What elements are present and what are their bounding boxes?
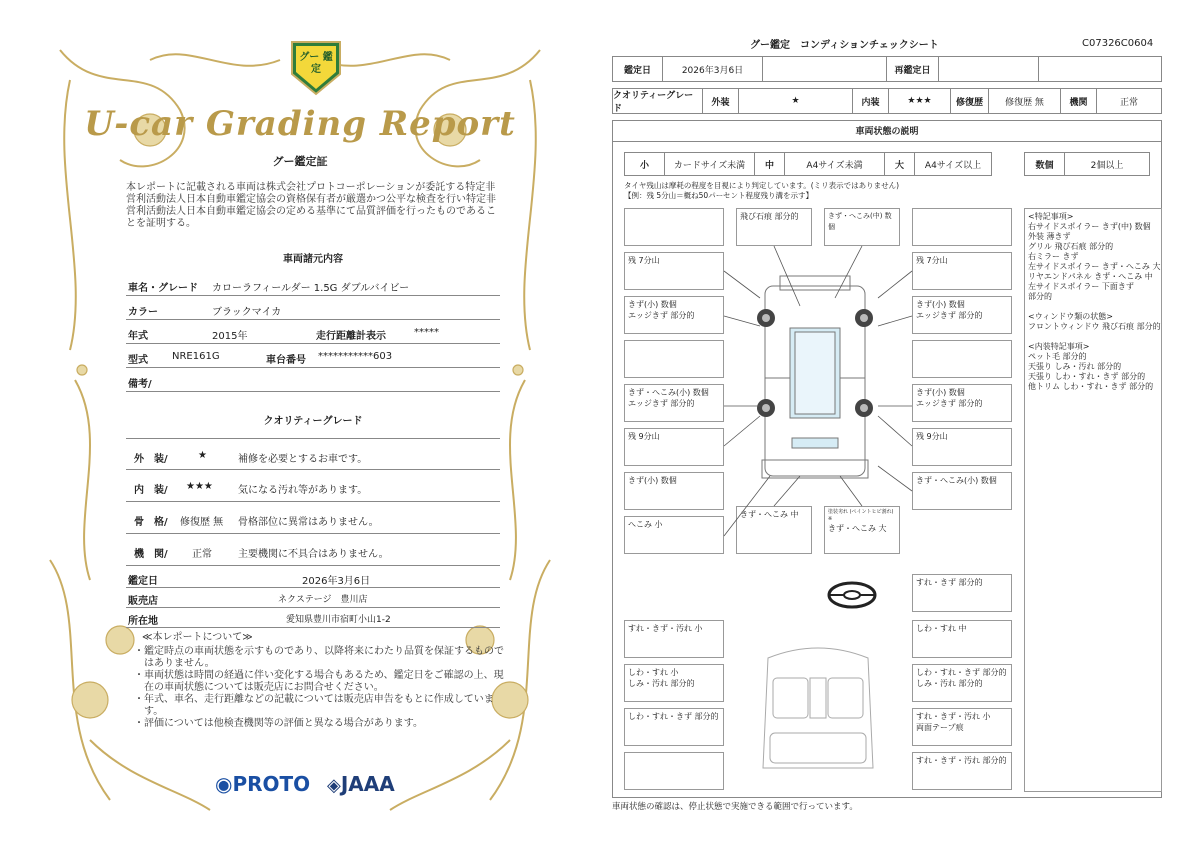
model-value: NRE161G [172, 351, 220, 362]
ext-note: きず・へこみ 中 [740, 510, 799, 519]
side-note: 左サイドスポイラー 下面きず [1028, 282, 1134, 291]
interior-label: 内装 [853, 89, 889, 113]
note-item: ・鑑定時点の車両状態を示すものであり、以降将来にわたり品質を保証するものではありません。 [134, 646, 504, 669]
date-row [126, 566, 500, 588]
ext-note: きず・へこみ(小) 数個 [916, 476, 997, 485]
shop-value: ネクステージ 豊川店 [278, 595, 368, 605]
spec-row-remarks [126, 368, 500, 392]
note-item: ・評価については他検査機関等の評価と異なる場合があります。 [134, 718, 423, 729]
side-note: 外装 薄きず [1028, 232, 1071, 241]
size-large-desc: A4サイズ以上 [924, 160, 982, 171]
jaaa-logo [327, 772, 395, 796]
special-notes-panel [1024, 208, 1162, 792]
shop-row [126, 588, 500, 608]
chassis-label: 車台番号 [266, 355, 306, 366]
int-note: すれ・きず・汚れ 小 [628, 624, 703, 633]
side-note: グリル 飛び石痕 部分的 [1028, 242, 1114, 251]
count-desc: 2個以上 [1090, 160, 1124, 171]
grade-desc: 骨格部位に異常はありません。 [238, 517, 379, 528]
grade-desc: 主要機関に不具合はありません。 [238, 549, 389, 560]
size-mid-desc: A4サイズ未満 [785, 153, 885, 175]
chassis-value: ***********603 [318, 351, 393, 362]
int-note: しみ・汚れ 部分的 [916, 679, 983, 688]
repair-label: 修復歴 [951, 89, 989, 113]
year-label: 年式 [128, 331, 148, 342]
color-label: カラー [128, 307, 158, 318]
int-note: 両面テープ痕 [916, 723, 964, 732]
int-note: すれ・きず 部分的 [916, 578, 983, 587]
grading-certificate [30, 20, 570, 830]
side-note: 天張り しわ・すれ・きず 部分的 [1028, 372, 1146, 381]
tire-note: 残 7分山 [628, 256, 660, 265]
grade-value: ★★★ [186, 481, 213, 492]
size-small: 小 [625, 153, 665, 175]
int-box [912, 620, 1012, 658]
proto-logo-icon: ◉ [215, 772, 233, 796]
grade-value: ★ [198, 450, 207, 461]
quality-label: クオリティーグレード [613, 89, 703, 113]
sheet-code: C07326C0604 [1082, 38, 1154, 49]
size-large: 大 [885, 153, 915, 175]
side-note: 天張り しみ・汚れ 部分的 [1028, 362, 1122, 371]
note-item: ・年式、車名、走行距離などの記載については販売店申告をもとに作成しています。 [134, 694, 494, 717]
spec-row-color [126, 296, 500, 320]
tire-note: 残 9分山 [916, 432, 948, 441]
spec-row-year [126, 320, 500, 344]
sheet-footer: 車両状態の確認は、停止状態で実施できる範囲で行っています。 [612, 802, 858, 812]
certificate-heading: グー鑑定証 [272, 155, 328, 168]
car-interior-diagram [748, 638, 888, 778]
side-note: フロントウィンドウ 飛び石痕 部分的 [1028, 322, 1161, 331]
spec-row-name [126, 272, 500, 296]
certificate-intro: 本レポートに記載される車両は株式会社プロトコーポレーションが委託する特定非営利活動法人日本自動車鑑定協会の資格保有者が厳選かつ公平な検査を行い特定非営利活動法人日本自動車鑑定協会の定める基準にて品質評価を行ったものであることを証明する。 [126, 182, 496, 229]
grade-value: 修復歴 無 [180, 517, 224, 528]
spec-title: 車両諸元内容 [283, 254, 343, 265]
interior-value: ★★★ [889, 89, 951, 113]
side-note: <ウィンドウ類の状態> [1028, 312, 1113, 321]
side-note: 左サイドスポイラー きず・へこみ 大 [1028, 262, 1161, 271]
int-box-empty [624, 752, 724, 790]
grade-label: 機 関/ [134, 549, 168, 560]
ext-note: エッジきず 部分的 [628, 311, 695, 320]
int-box [624, 664, 724, 702]
grade-label: 骨 格/ [134, 517, 168, 528]
exterior-label: 外装 [703, 89, 739, 113]
sheet-title: グー鑑定 コンディションチェックシート [750, 40, 939, 51]
color-value: ブラックマイカ [212, 307, 282, 318]
side-note: リヤエンドパネル きず・へこみ 中 [1028, 272, 1153, 281]
date-value: 2026年3月6日 [302, 576, 371, 587]
ext-note: エッジきず 部分的 [916, 399, 983, 408]
ext-note: エッジきず 部分的 [628, 399, 695, 408]
explanation-title: 車両状態の説明 [612, 120, 1162, 142]
paint-note: 塗装劣れ (ペイントヒビ割れ) ※ [828, 509, 894, 522]
date-label: 鑑定日 [613, 57, 663, 81]
grade-desc: 気になる汚れ等があります。 [238, 485, 368, 496]
side-note: ペット毛 部分的 [1028, 352, 1087, 361]
side-note: 右ミラー きず [1028, 252, 1079, 261]
int-box [912, 708, 1012, 746]
name-value: カローラフィールダー 1.5G ダブルバイビー [212, 283, 410, 294]
size-small-desc: カードサイズ未満 [665, 153, 755, 175]
grade-row-interior [126, 470, 500, 502]
grade-row-frame [126, 502, 500, 534]
ext-note: きず(小) 数個 [916, 388, 965, 397]
grade-value: 正常 [192, 549, 212, 560]
int-note: すれ・きず・汚れ 部分的 [916, 756, 1007, 765]
badge-text: グー 鑑定 [299, 52, 333, 75]
jaaa-logo-icon: ◈ [327, 775, 341, 796]
int-note: しみ・汚れ 部分的 [628, 679, 695, 688]
address-value: 愛知県豊川市宿町小山1-2 [286, 615, 391, 625]
model-label: 型式 [128, 355, 148, 366]
proto-logo [215, 772, 310, 796]
shop-label: 販売店 [128, 596, 158, 607]
int-box [912, 574, 1012, 612]
ext-note: きず(小) 数個 [628, 476, 677, 485]
ext-note: きず・へこみ(中) 数個 [828, 212, 892, 231]
remarks-label: 備考/ [128, 379, 152, 390]
ext-note: 飛び石痕 部分的 [740, 212, 799, 221]
int-box [912, 664, 1012, 702]
grade-row-engine [126, 534, 500, 566]
repair-value: 修復歴 無 [989, 89, 1061, 113]
int-note: すれ・きず・汚れ 小 [916, 712, 991, 721]
exterior-value: ★ [739, 89, 853, 113]
side-note: <特記事項> [1028, 212, 1074, 221]
year-value: 2015年 [212, 331, 248, 342]
jaaa-logo-text: JAAA [340, 772, 395, 796]
notes-title: ≪本レポートについて≫ [142, 632, 253, 643]
steering-wheel-icon [826, 580, 878, 610]
int-box [624, 620, 724, 658]
grade-desc: 補修を必要とするお車です。 [238, 454, 368, 465]
goo-badge-icon [286, 34, 346, 100]
grade-label: 外 装/ [134, 454, 168, 465]
size-mid: 中 [755, 153, 785, 175]
mileage-value: ***** [414, 327, 439, 338]
side-note: 部分的 [1028, 292, 1052, 301]
tire-note: 残 9分山 [628, 432, 660, 441]
side-note: 他トリム しわ・すれ・きず 部分的 [1028, 382, 1154, 391]
date-label: 鑑定日 [128, 576, 158, 587]
ext-note: きず・へこみ(小) 数個 [628, 388, 709, 397]
int-box [912, 752, 1012, 790]
report-title: U-car Grading Report [84, 104, 516, 144]
tire-note: 残 7分山 [916, 256, 948, 265]
redate-label: 再鑑定日 [887, 57, 939, 81]
date-value: 2026年3月6日 [663, 57, 763, 81]
ext-note: きず(小) 数個 [628, 300, 677, 309]
tire-note-2: 【例：残 5分山＝概ね50パーセント程度残り溝を示す】 [624, 191, 814, 200]
proto-logo-text: PROTO [232, 772, 311, 796]
int-box [624, 708, 724, 746]
address-label: 所在地 [128, 616, 158, 627]
engine-value: 正常 [1119, 97, 1138, 108]
spec-row-model [126, 344, 500, 368]
name-label: 車名・グレード [128, 283, 198, 294]
ext-note: エッジきず 部分的 [916, 311, 983, 320]
ext-note: へこみ 小 [628, 520, 663, 529]
side-note: 右サイドスポイラー きず(中) 数個 [1028, 222, 1151, 231]
quality-title: クオリティーグレード [263, 416, 363, 427]
tire-note-1: タイヤ残山は摩耗の程度を目視により判定しています。(ミリ表示ではありません) [624, 181, 900, 190]
condition-check-sheet [610, 36, 1166, 816]
report-notes [126, 632, 506, 730]
engine-label: 機関 [1061, 89, 1097, 113]
ext-note: きず(小) 数個 [916, 300, 965, 309]
int-note: しわ・すれ・きず 部分的 [628, 712, 719, 721]
note-item: ・車両状態は時間の経過に伴い変化する場合もあるため、鑑定日をご確認の上、現在の車両状態については販売店にお問合せください。 [134, 670, 504, 693]
grade-row-exterior [126, 438, 500, 470]
side-note: <内装特記事項> [1028, 342, 1090, 351]
count-legend [1024, 152, 1150, 176]
int-note: しわ・すれ 中 [916, 624, 967, 633]
grade-label: 内 装/ [134, 485, 168, 496]
int-note: しわ・すれ・きず 部分的 [916, 668, 1007, 677]
int-note: しわ・すれ 小 [628, 668, 679, 677]
count-label: 数個 [1025, 153, 1065, 175]
address-row [126, 608, 500, 628]
ext-note: きず・へこみ 大 [828, 524, 887, 533]
mileage-label: 走行距離計表示 [316, 331, 386, 342]
